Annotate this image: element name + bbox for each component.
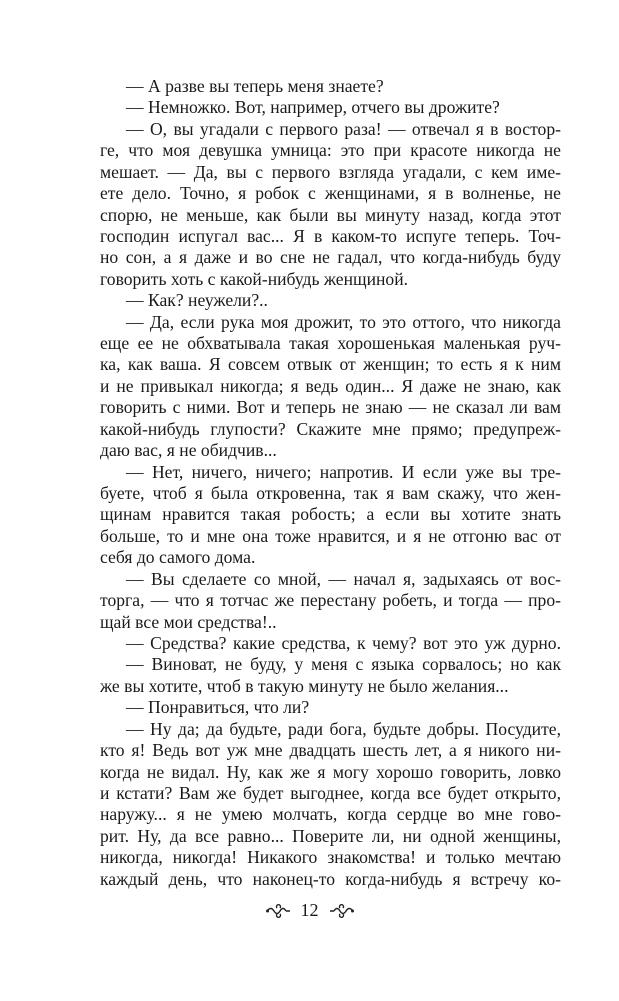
text-line: спорю, не меньше, как были вы минуту назад, когда этот [100, 204, 561, 225]
text-line: ге, что моя девушка умница: это при красоте никогда не [100, 140, 561, 161]
text-line: же вы хотите, чтоб в такую минуту не было желания... [100, 675, 509, 696]
text-line: — Средства? какие средства, к чему? вот это уж дурно. [126, 632, 561, 653]
text-line: и кстати? Вам же будет выгоднее, когда все будет открыто, [100, 782, 561, 803]
text-line: рит. Ну, да все равно... Поверите ли, ни одной женщины, [100, 825, 561, 846]
text-line: каждый день, что наконец-то когда-нибудь я встречу ко- [100, 868, 561, 889]
text-line: никогда, никогда! Никакого знакомства! и только мечтаю [100, 847, 561, 868]
text-line: и не привыкал никогда; я ведь один... Я даже не знаю, как [100, 375, 561, 396]
text-line: даю вас, я не обидчив... [100, 440, 277, 461]
text-line: говорить с ними. Вот и теперь не знаю — не сказал ли вам [100, 397, 561, 418]
text-line: щинам нравится такая робость; а если вы хотите знать [100, 504, 561, 525]
text-line: — Нет, ничего, ничего; напротив. И если уже вы тре- [126, 461, 561, 482]
text-line: — Виноват, не буду, у меня с языка сорвалось; но как [126, 654, 561, 675]
right-ornament-icon [329, 904, 355, 918]
text-line: больше, то и мне она тоже нравится, и я не отгоню вас от [100, 525, 561, 546]
text-line: когда не видал. Ну, как же я могу хорошо говорить, ловко [100, 761, 561, 782]
text-line: — А разве вы теперь меня знаете? [126, 76, 384, 96]
text-line: ете дело. Точно, я робок с женщинами, я в волненье, не [100, 183, 561, 204]
text-line: — Ну да; да будьте, ради бога, будьте добры. Посудите, [126, 718, 561, 739]
page-body-text [100, 76, 561, 890]
text-line: буете, чтоб я была откровенна, так я вам скажу, что жен- [100, 483, 561, 504]
text-line: щай все мои средства!.. [100, 611, 277, 632]
text-line: какой-нибудь глупости? Скажите мне прямо; предупреж- [100, 418, 561, 439]
text-line: господин испугал вас... Я в каком-то испуге теперь. Точ- [100, 225, 561, 246]
text-line: — О, вы угадали с первого раза! — отвечал я в востор- [126, 118, 561, 139]
text-line: — Вы сделаете со мной, — начал я, задыхаясь от вос- [126, 568, 561, 589]
text-line: еще ее не обхватывала такая хорошенькая маленькая руч- [100, 333, 561, 354]
page-number: 12 [300, 900, 319, 920]
text-line: кто я! Ведь вот уж мне двадцать шесть лет, а я никого ни- [100, 740, 561, 761]
left-ornament-icon [265, 904, 291, 918]
text-line: мешает. — Да, вы с первого взгляда угадали, с кем име- [100, 161, 561, 182]
text-line: наружу... я не умею молчать, когда сердце во мне гово- [100, 804, 561, 825]
text-line: — Как? неужели?.. [126, 290, 268, 311]
text-line: — Да, если рука моя дрожит, то это оттого, что никогда [126, 311, 561, 332]
text-line: себя до самого дома. [100, 547, 256, 568]
text-line: торга, — что я тотчас же перестану робеть, и тогда — про- [100, 590, 561, 611]
text-line: говорить хоть с какой-нибудь женщиной. [100, 268, 409, 289]
text-line: — Понравиться, что ли? [126, 697, 310, 718]
text-line: — Немножко. Вот, например, отчего вы дрожите? [126, 97, 500, 118]
text-line: ка, как ваша. Я совсем отвык от женщин; то есть я к ним [100, 354, 561, 375]
text-line: но сон, а я даже и во сне не гадал, что когда-нибудь буду [100, 247, 561, 268]
page-footer [0, 900, 619, 921]
